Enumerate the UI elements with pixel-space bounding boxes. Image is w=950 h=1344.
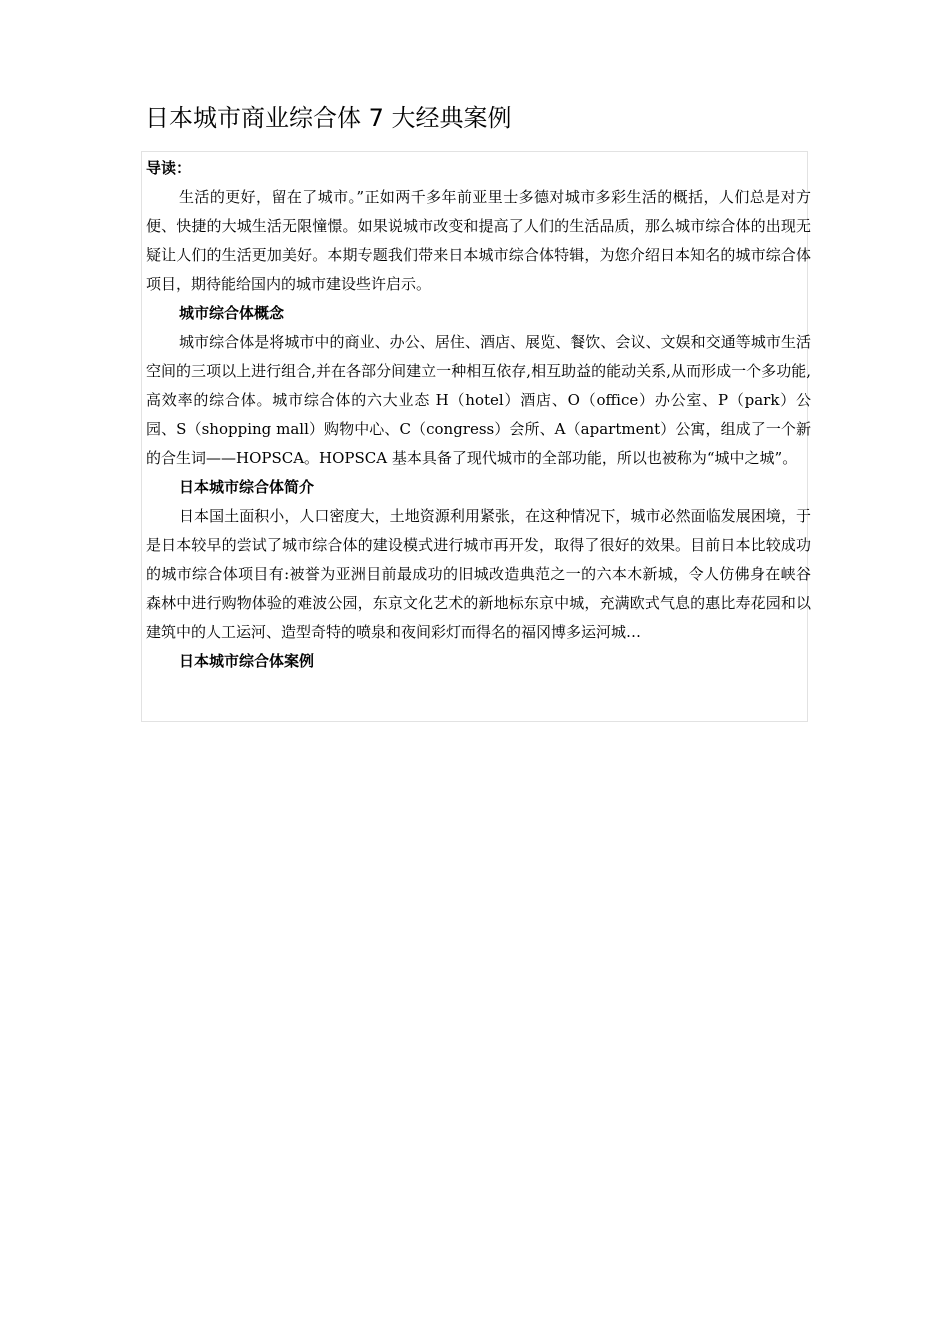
section-paragraph-intro: 日本国土面积小，人口密度大，土地资源利用紧张，在这种情况下，城市必然面临发展困境，于是日本较早的尝试了城市综合体的建设模式进行城市再开发，取得了很好的效果。目前日本比较成功的城市综合体项目有:被誉为亚洲目前最成功的旧城改造典范之一的六本木新城，令人仿佛身在峡谷森林中进行购物体验的难波公园，东京文化艺术的新地标东京中城，充满欧式气息的惠比寿花园和以建筑中的人工运河、造型奇特的喷泉和夜间彩灯而得名的福冈博多运河城… xyxy=(146,507,811,641)
article-body xyxy=(146,154,811,676)
lead-paragraph: 生活的更好，留在了城市。”正如两千多年前亚里士多德对城市多彩生活的概括，人们总是对方便、快捷的大城生活无限憧憬。如果说城市改变和提高了人们的生活品质，那么城市综合体的出现无疑让人们的生活更加美好。本期专题我们带来日本城市综合体特辑，为您介绍日本知名的城市综合体项目，期待能给国内的城市建设些许启示。 xyxy=(146,188,811,293)
lead-label: 导读： xyxy=(146,159,192,177)
section-paragraph-concept: 城市综合体是将城市中的商业、办公、居住、酒店、展览、餐饮、会议、文娱和交通等城市生活空间的三项以上进行组合,并在各部分间建立一种相互依存,相互助益的能动关系,从而形成一个多功能,高效率的综合体。城市综合体的六大业态 H（hotel）酒店、O（office）办公室、P（park）公园、S（shopping mall）购物中心、C（congress）会所、A（apartment）公寓，组成了一个新的合生词——HOPSCA。HOPSCA 基本具备了现代城市的全部功能，所以也被称为“城中之城”。 xyxy=(146,333,811,467)
section-heading-concept: 城市综合体概念 xyxy=(179,304,285,322)
document-title: 日本城市商业综合体 7 大经典案例 xyxy=(145,104,512,132)
section-heading-cases: 日本城市综合体案例 xyxy=(179,652,315,670)
section-heading-intro: 日本城市综合体简介 xyxy=(179,478,315,496)
article-content-box xyxy=(141,151,811,722)
